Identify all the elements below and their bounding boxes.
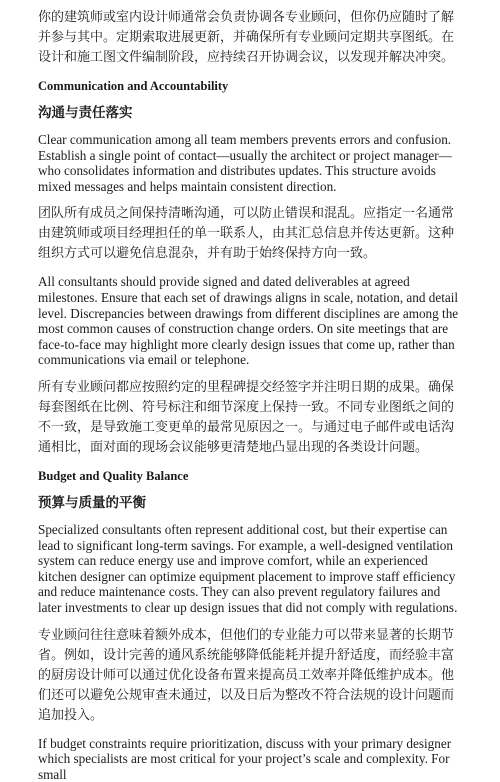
heading-budget-zh: 预算与质量的平衡 [38,494,462,512]
paragraph-zh-deliverables: 所有专业顾问都应按照约定的里程碑提交经签字并注明日期的成果。确保每套图纸在比例、符号标注和细节深度上保持一致。不同专业图纸之间的不一致，是导致施工变更单的最常见原因之一。与通过电子邮件或电话沟通相比，面对面的现场会议能够更清楚地凸显出现的各类设计问题。 [38,378,462,458]
heading-budget-en: Budget and Quality Balance [38,468,462,484]
paragraph-zh-coordination: 你的建筑师或室内设计师通常会负责协调各专业顾问，但你仍应随时了解并参与其中。定期索取进展更新，并确保所有专业顾问定期共享图纸。在设计和施工图文件编制阶段，应持续召开协调会议，以发现并解决冲突。 [38,8,462,68]
paragraph-en-deliverables: All consultants should provide signed and dated deliverables at agreed milestones. Ensure that each set of drawings aligns in scale, notation, and detail level. Discrepancies between drawings from different disciplines are among the most common causes of construction change orders. On site meetings that are face-to-face may highlight more clearly design issues that come up, rather than communications via email or telephone. [38,274,462,368]
paragraph-en-budget-constraints: If budget constraints require prioritization, discuss with your primary designer which specialists are most critical for your project’s scale and complexity. For small [38,736,462,782]
paragraph-en-specialized-cost: Specialized consultants often represent additional cost, but their expertise can lead to significant long-term savings. For example, a well-designed ventilation system can reduce energy use and improve comfort, while an experienced kitchen designer can optimize equipment placement to improve staff efficiency and reduce maintenance costs. They can also prevent regulatory failures and later investments to clear up design issues that did not comply with regulations. [38,522,462,616]
paragraph-en-clear-communication: Clear communication among all team members prevents errors and confusion. Establish a single point of contact—usually the architect or project manager—who consolidates information and distributes updates. This structure avoids mixed messages and helps maintain consistent direction. [38,132,462,194]
paragraph-zh-clear-communication: 团队所有成员之间保持清晰沟通，可以防止错误和混乱。应指定一名通常由建筑师或项目经理担任的单一联系人，由其汇总信息并传达更新。这种组织方式可以避免信息混杂，并有助于始终保持方向一致。 [38,204,462,264]
paragraph-zh-specialized-cost: 专业顾问往往意味着额外成本，但他们的专业能力可以带来显著的长期节省。例如，设计完善的通风系统能够降低能耗并提升舒适度，而经验丰富的厨房设计师可以通过优化设备布置来提高员工效率并降低维护成本。他们还可以避免公规审查未通过，以及日后为整改不符合法规的设计问题而追加投入。 [38,626,462,726]
heading-communication-zh: 沟通与责任落实 [38,104,462,122]
heading-communication-en: Communication and Accountability [38,78,462,94]
